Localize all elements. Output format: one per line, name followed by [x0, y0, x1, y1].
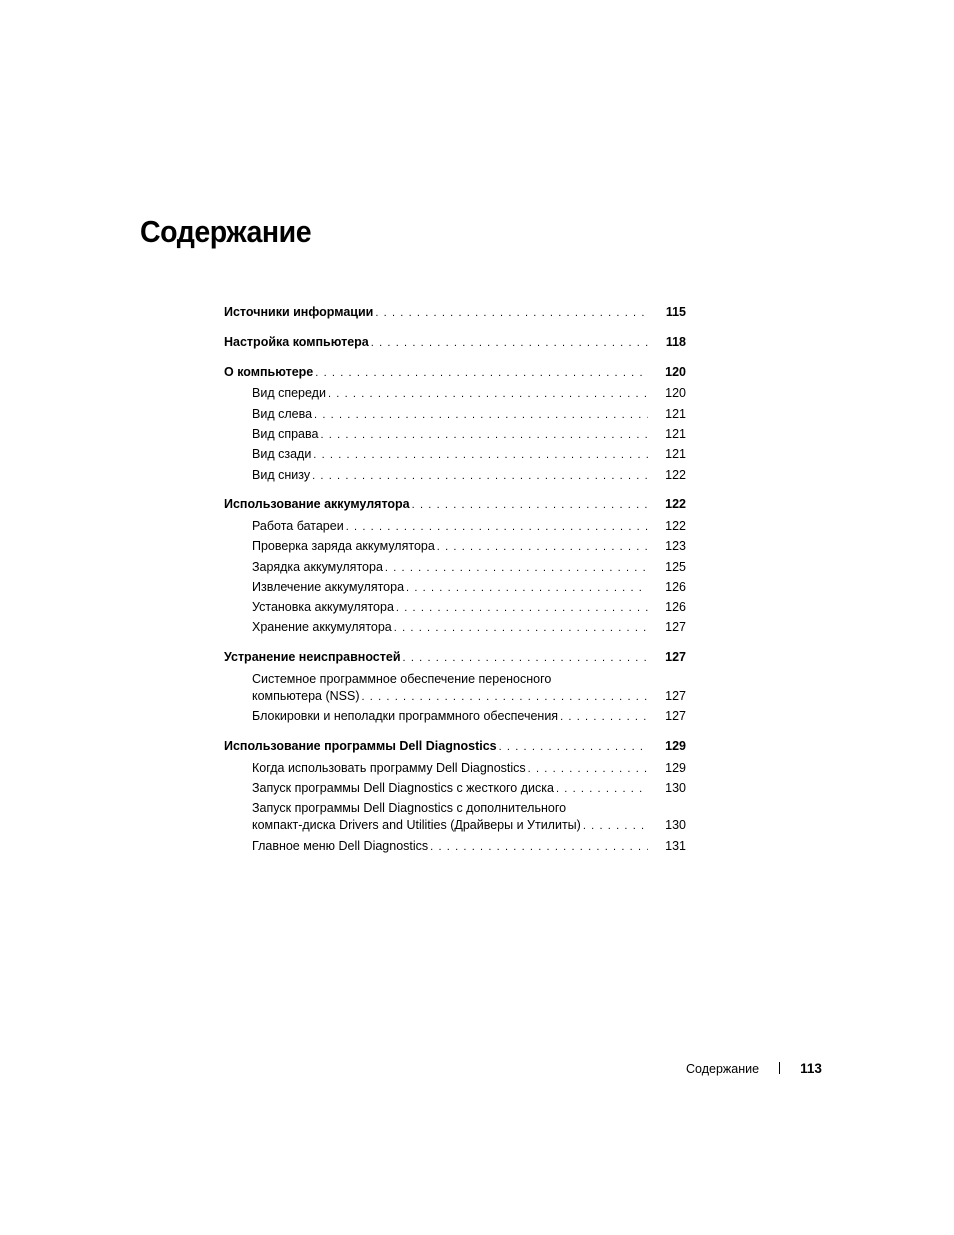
toc-entry[interactable]	[224, 738, 686, 756]
toc-entry-label: О компьютере	[224, 365, 314, 379]
toc-entry-page: 120	[665, 365, 686, 379]
toc-entry-label: Блокировки и неполадки программного обеспечения	[252, 709, 559, 723]
dot-leader	[406, 580, 648, 597]
toc-entry-label: Использование программы Dell Diagnostics	[224, 739, 497, 753]
toc-entry[interactable]	[224, 364, 686, 382]
toc-entry-page: 129	[665, 761, 686, 775]
toc-entry[interactable]	[224, 334, 686, 352]
toc-entry-label: Главное меню Dell Diagnostics	[252, 839, 429, 853]
footer-section-title: Содержание	[686, 1062, 760, 1076]
toc-entry[interactable]	[224, 304, 686, 322]
toc-entry-label: Устранение неисправностей	[224, 650, 401, 664]
page-number: 113	[800, 1061, 822, 1076]
toc-subentry[interactable]	[252, 518, 686, 536]
toc-subentry[interactable]	[252, 599, 686, 617]
toc-entry-page: 120	[665, 386, 686, 400]
toc-subentry[interactable]	[252, 385, 686, 403]
dot-leader	[315, 365, 648, 382]
toc-entry-label: Вид справа	[252, 427, 319, 441]
toc-entry-page: 125	[665, 560, 686, 574]
dot-leader	[556, 781, 648, 798]
toc-entry-page: 121	[665, 427, 686, 441]
dot-leader	[583, 818, 648, 835]
page-footer	[686, 1061, 822, 1076]
toc-entry-label-line1: Системное программное обеспечение переносного	[252, 672, 552, 686]
toc-entry-page: 122	[665, 519, 686, 533]
toc-entry-label: Установка аккумулятора	[252, 600, 394, 614]
toc-entry-page: 127	[665, 709, 686, 723]
dot-leader	[394, 620, 648, 637]
toc-entry-page: 126	[665, 580, 686, 594]
dot-leader	[313, 447, 648, 464]
toc-subentry[interactable]	[252, 671, 686, 706]
toc-subentry[interactable]	[252, 406, 686, 424]
toc-entry-label: Когда использовать программу Dell Diagnostics	[252, 761, 526, 775]
toc-entry-page: 130	[665, 818, 686, 832]
toc-subentry[interactable]	[252, 708, 686, 726]
dot-leader	[560, 709, 648, 726]
toc-subentry[interactable]	[252, 426, 686, 444]
toc-entry-label: Вид спереди	[252, 386, 326, 400]
dot-leader	[499, 739, 648, 756]
toc-entry-page: 130	[665, 781, 686, 795]
toc-entry-page: 121	[665, 407, 686, 421]
toc-subentry[interactable]	[252, 780, 686, 798]
toc-entry-page: 131	[665, 839, 686, 853]
dot-leader	[371, 335, 648, 352]
toc-entry-label: Работа батареи	[252, 519, 344, 533]
toc-entry-label: компьютера (NSS)	[252, 689, 360, 703]
toc-entry-page: 121	[665, 447, 686, 461]
toc-subentry[interactable]	[252, 579, 686, 597]
footer-divider	[779, 1062, 780, 1074]
dot-leader	[328, 386, 648, 403]
toc-entry-label: Запуск программы Dell Diagnostics с жесткого диска	[252, 781, 554, 795]
toc-entry-label: компакт-диска Drivers and Utilities (Драйверы и Утилиты)	[252, 818, 581, 832]
toc-entry-label: Вид слева	[252, 407, 313, 421]
dot-leader	[385, 560, 648, 577]
toc-subentry[interactable]	[252, 619, 686, 637]
toc-subentry[interactable]	[252, 538, 686, 556]
dot-leader	[375, 305, 648, 322]
page-title: Содержание	[140, 214, 312, 249]
toc-entry-label: Использование аккумулятора	[224, 497, 410, 511]
toc-subentry[interactable]	[252, 467, 686, 485]
toc-entry-label: Проверка заряда аккумулятора	[252, 539, 435, 553]
toc-entry-label: Зарядка аккумулятора	[252, 560, 383, 574]
toc-entry-label: Извлечение аккумулятора	[252, 580, 405, 594]
toc-entry-page: 122	[665, 497, 686, 511]
toc-entry-page: 127	[665, 620, 686, 634]
dot-leader	[437, 539, 648, 556]
toc-entry-page: 126	[665, 600, 686, 614]
dot-leader	[320, 427, 648, 444]
toc-entry-page: 129	[665, 739, 686, 753]
toc-entry[interactable]	[224, 496, 686, 514]
toc-entry[interactable]	[224, 649, 686, 667]
toc-subentry[interactable]	[252, 446, 686, 464]
toc-entry-label-line1: Запуск программы Dell Diagnostics с дополнительного	[252, 801, 567, 815]
toc-entry-page: 118	[665, 335, 686, 349]
dot-leader	[528, 761, 648, 778]
dot-leader	[314, 407, 648, 424]
toc-entry-page: 127	[665, 650, 686, 664]
toc-entry-page: 122	[665, 468, 686, 482]
toc-entry-label: Хранение аккумулятора	[252, 620, 392, 634]
toc-entry-page: 115	[665, 305, 686, 319]
dot-leader	[396, 600, 648, 617]
toc-subentry[interactable]	[252, 760, 686, 778]
toc-entry-page: 123	[665, 539, 686, 553]
dot-leader	[346, 519, 648, 536]
toc-entry-label: Вид сзади	[252, 447, 312, 461]
dot-leader	[361, 689, 648, 706]
toc-entry-page: 127	[665, 689, 686, 703]
toc-entry-label: Вид снизу	[252, 468, 311, 482]
toc-entry-label: Источники информации	[224, 305, 374, 319]
toc-subentry[interactable]	[252, 800, 686, 835]
dot-leader	[412, 497, 648, 514]
dot-leader	[312, 468, 648, 485]
toc-subentry[interactable]	[252, 838, 686, 856]
toc-entry-label: Настройка компьютера	[224, 335, 369, 349]
dot-leader	[403, 650, 648, 667]
dot-leader	[430, 839, 648, 856]
toc-subentry[interactable]	[252, 559, 686, 577]
